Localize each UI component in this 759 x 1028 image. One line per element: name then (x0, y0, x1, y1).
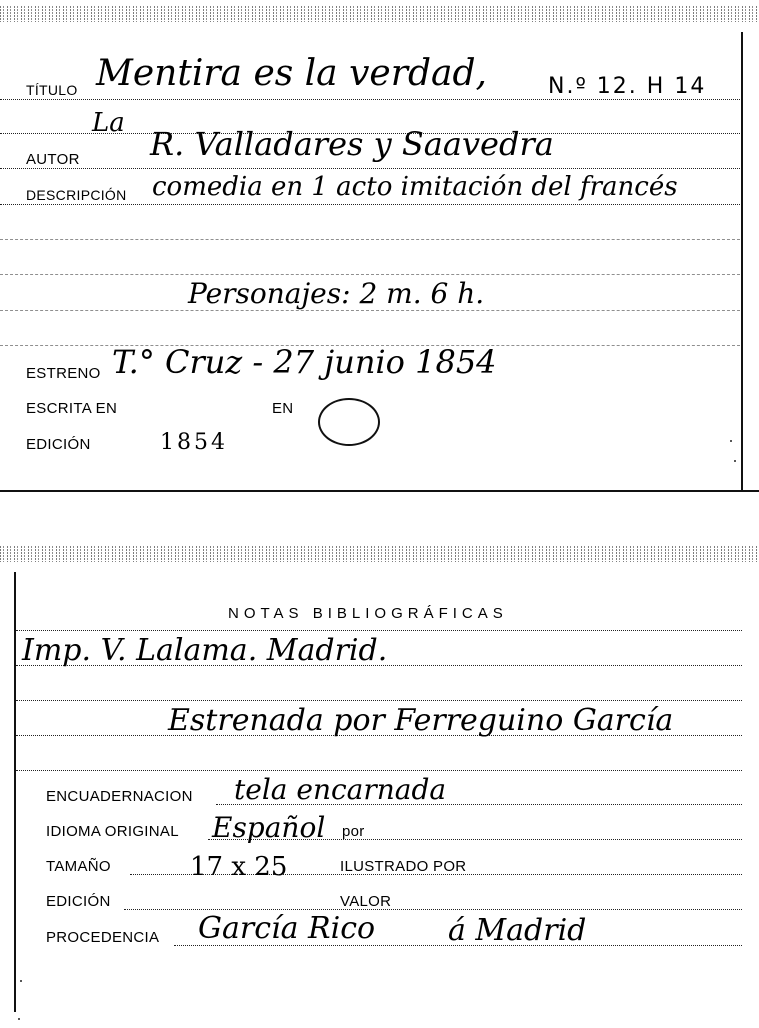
idioma-value: Español (212, 811, 326, 844)
ruled-line (0, 168, 740, 169)
valor-label: VALOR (340, 893, 392, 910)
procedencia-value: García Rico (198, 911, 376, 946)
card-border-right (741, 32, 743, 492)
idioma-label: IDIOMA ORIGINAL (46, 823, 179, 840)
personajes-value: Personajes: 2 m. 6 h. (188, 277, 485, 310)
edicion-label: EDICIÓN (26, 436, 91, 453)
titulo-value: Mentira es la verdad, (96, 53, 487, 94)
catalog-card-back (0, 540, 759, 1028)
scan-speck (734, 460, 736, 462)
encuadernacion-label: ENCUADERNACION (46, 788, 193, 805)
en-label: EN (272, 400, 294, 417)
ruled-line (0, 204, 740, 205)
article-prefix: La (92, 108, 125, 138)
nota-estreno: Estrenada por Ferreguino García (168, 703, 674, 738)
tamano-value: 17 x 25 (190, 852, 288, 882)
autor-label: AUTOR (26, 151, 80, 168)
titulo-label: TÍTULO (26, 82, 78, 98)
catalog-card-front (0, 0, 759, 492)
scan-speck (18, 1018, 20, 1020)
procedencia-label: PROCEDENCIA (46, 929, 160, 946)
card-bottom-edge (0, 490, 759, 492)
scan-speck (730, 440, 732, 442)
descripcion-value: comedia en 1 acto imitación del francés (152, 172, 678, 202)
ruled-line (0, 239, 740, 240)
por-label: por (342, 823, 365, 840)
autor-value: R. Valladares y Saavedra (150, 125, 554, 163)
tamano-label: TAMAÑO (46, 858, 111, 875)
scan-noise-top (0, 540, 759, 574)
procedencia-ciudad: á Madrid (448, 913, 587, 948)
back-edicion-label: EDICIÓN (46, 893, 111, 910)
ruled-line (0, 99, 740, 100)
ruled-line (0, 310, 740, 311)
stamp-circle (318, 398, 380, 446)
descripcion-label: DESCRIPCIÓN (26, 187, 127, 203)
scan-speck (20, 980, 22, 982)
estreno-value: T.° Cruz - 27 junio 1854 (112, 343, 497, 381)
ruled-line (16, 630, 742, 631)
ruled-line (16, 700, 742, 701)
escrita-label: ESCRITA EN (26, 400, 118, 417)
estreno-label: ESTRENO (26, 365, 101, 382)
notas-heading: NOTAS BIBLIOGRÁFICAS (228, 605, 508, 622)
ilustrado-label: ILUSTRADO POR (340, 858, 467, 875)
scan-noise-top (0, 0, 759, 34)
ruled-line (124, 909, 742, 910)
ruled-line (0, 274, 740, 275)
numero-value: N.º 12. H 14 (548, 74, 707, 99)
edicion-value: 1854 (160, 430, 228, 455)
encuadernacion-value: tela encarnada (234, 773, 447, 806)
nota-imprenta: Imp. V. Lalama. Madrid. (22, 633, 388, 668)
card-border-left (14, 572, 16, 1012)
ruled-line (16, 770, 742, 771)
